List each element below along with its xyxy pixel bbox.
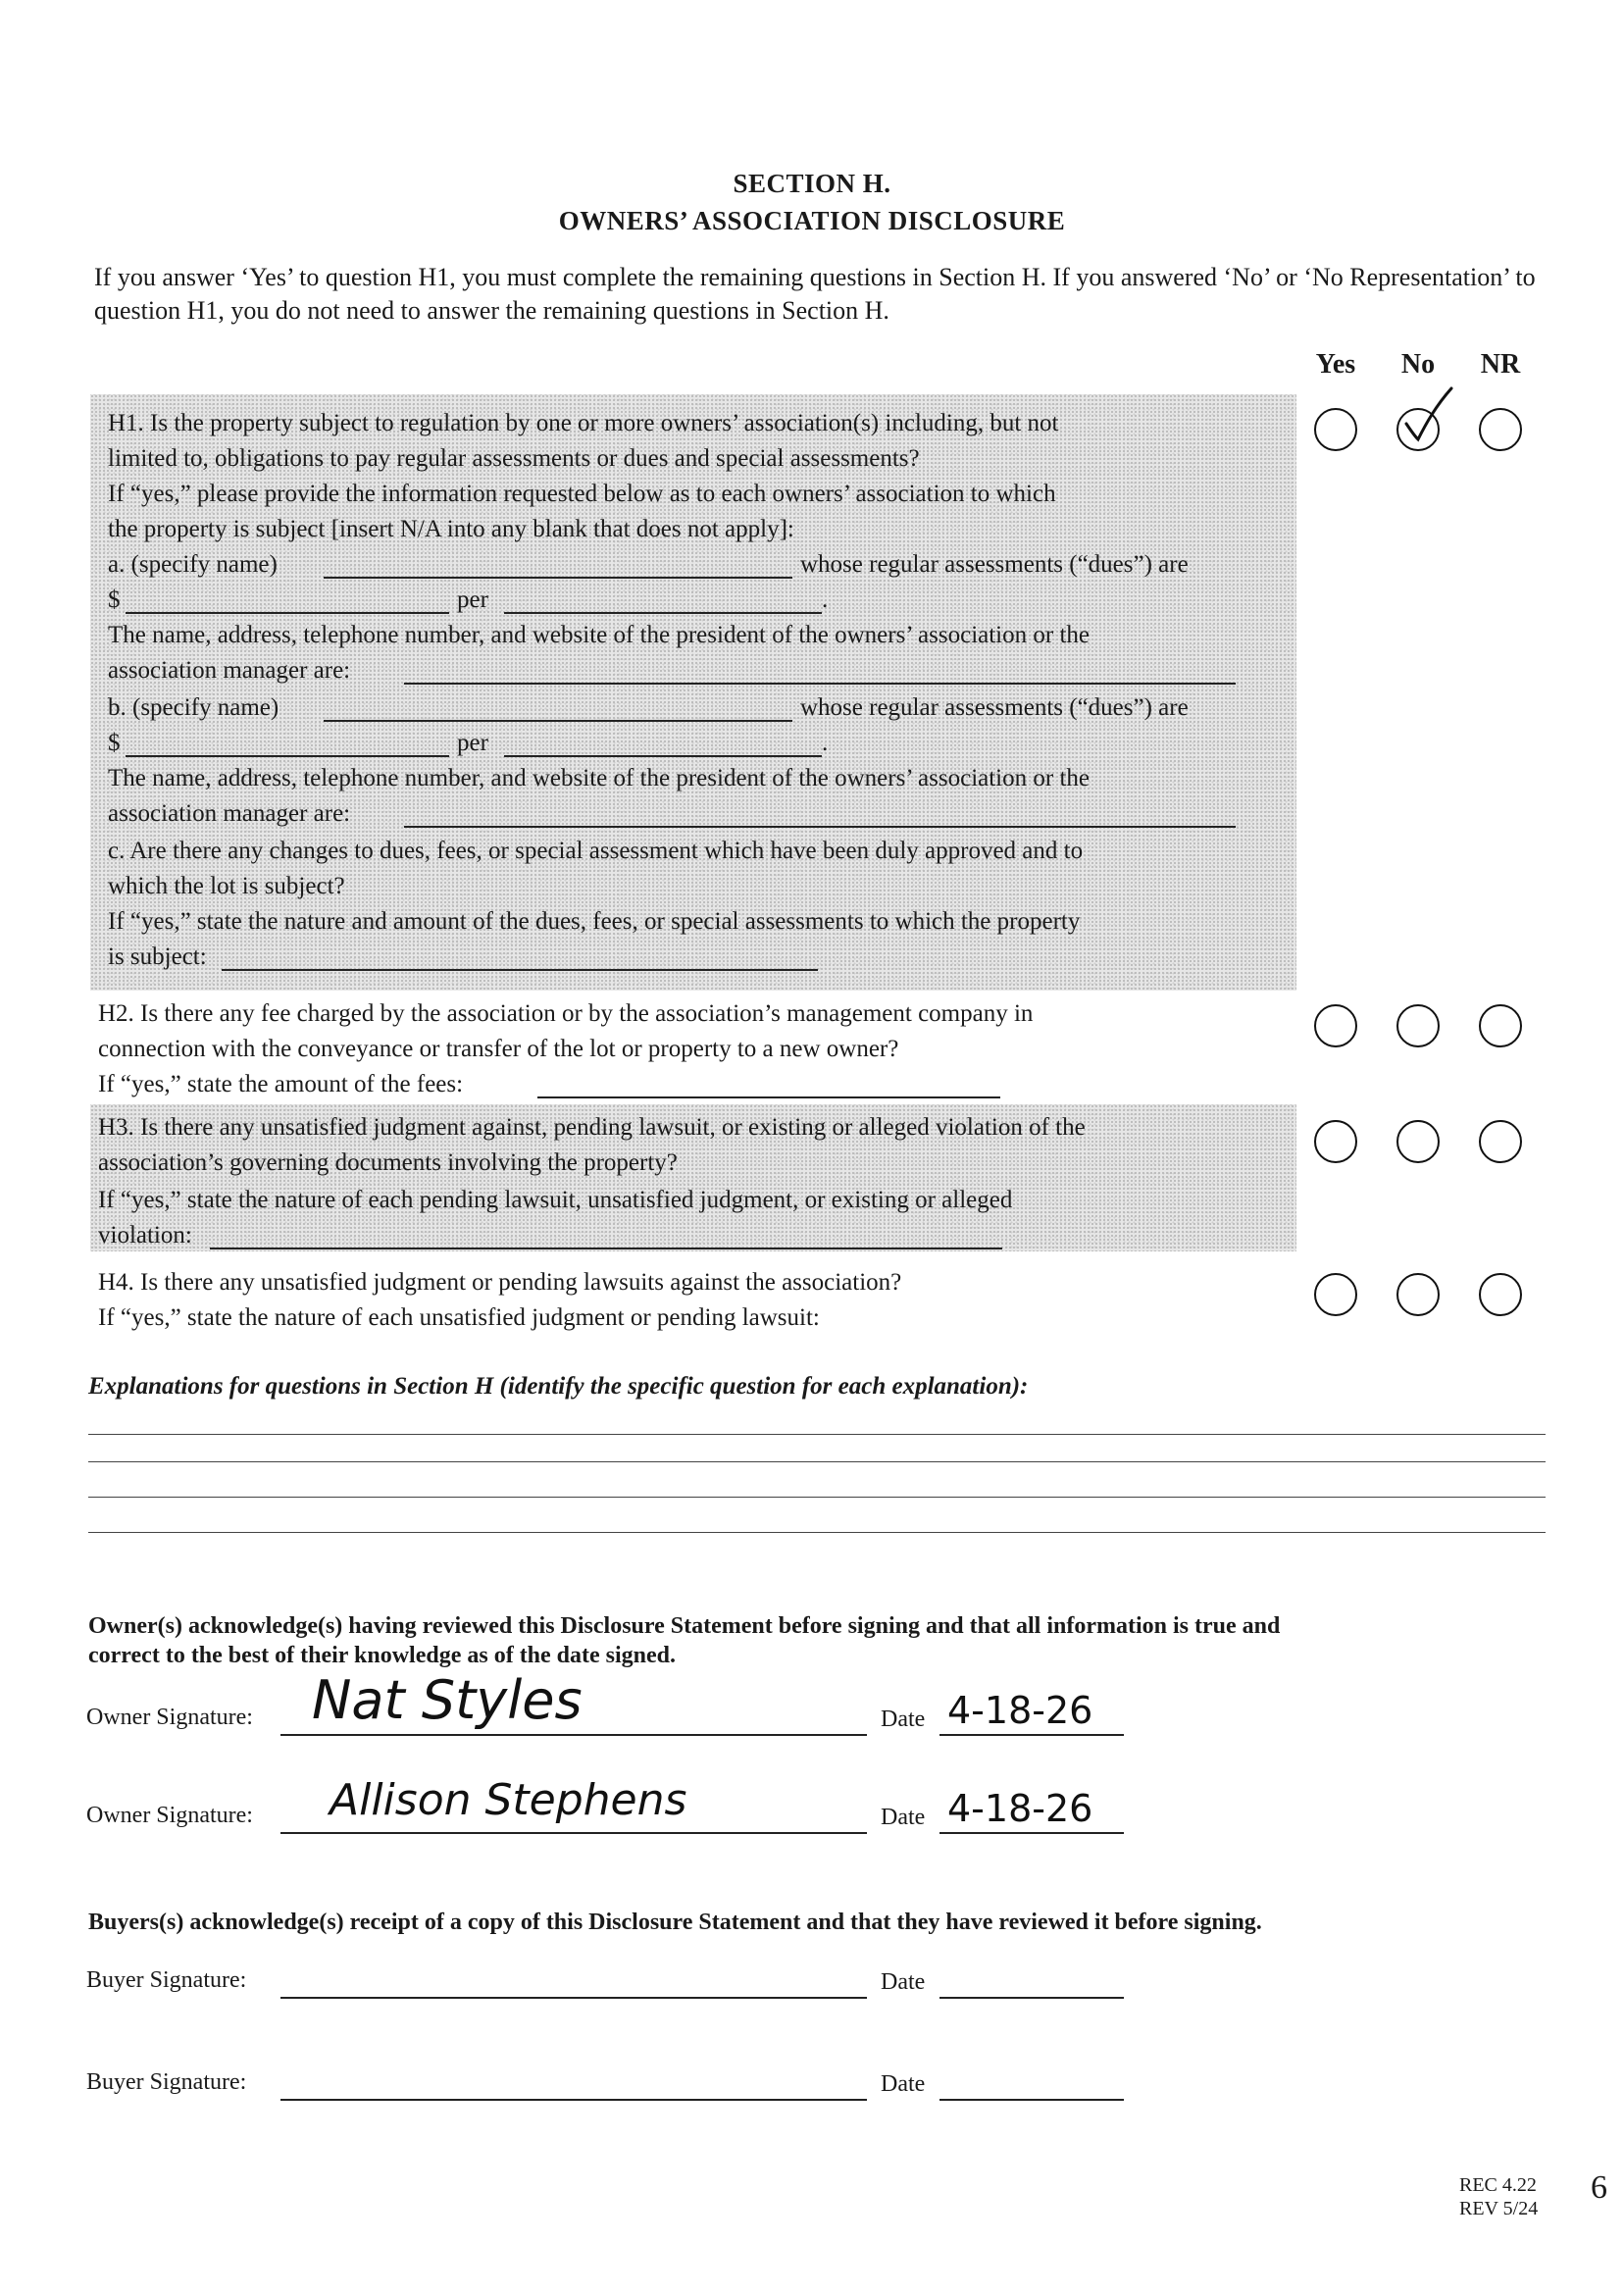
owner-signature-2: Allison Stephens xyxy=(330,1775,687,1825)
h1-a-president-1: The name, address, telephone number, and website of the president of the owners’ association or the xyxy=(108,622,1090,648)
buyer-date-label-1: Date xyxy=(881,1969,926,1995)
h3-yes-radio[interactable] xyxy=(1314,1120,1357,1163)
owners-ack-line-1: Owner(s) acknowledge(s) having reviewed this Disclosure Statement before signing and that all information is true and xyxy=(88,1613,1281,1639)
owner-signature-label-1: Owner Signature: xyxy=(86,1705,253,1730)
owners-ack-line-2: correct to the best of their knowledge as of the date signed. xyxy=(88,1643,677,1668)
page-number: 6 xyxy=(1591,2169,1607,2206)
h1-a-president-2: association manager are: xyxy=(108,657,351,684)
column-no: No xyxy=(1400,349,1436,380)
h2-line-2: connection with the conveyance or transfer of the lot or property to a new owner? xyxy=(98,1036,899,1062)
h1-b-whose: whose regular assessments (“dues”) are xyxy=(800,694,1189,721)
h3-nr-radio[interactable] xyxy=(1479,1120,1522,1163)
h4-no-radio[interactable] xyxy=(1396,1273,1440,1316)
h1-b-dollar: $ xyxy=(108,730,121,756)
h1-line-2: limited to, obligations to pay regular assessments or dues and special assessments? xyxy=(108,445,920,472)
footer-rec: REC 4.22 xyxy=(1459,2174,1537,2196)
h1-a-per: per xyxy=(457,586,488,613)
h1-b-per: per xyxy=(457,730,488,756)
h1-a-president-field[interactable] xyxy=(404,683,1236,685)
h3-violation-field[interactable] xyxy=(210,1248,1002,1249)
explanation-line-3[interactable] xyxy=(88,1497,1546,1498)
h1-c-field[interactable] xyxy=(222,969,818,971)
h3-line-1: H3. Is there any unsatisfied judgment against, pending lawsuit, or existing or alleged violation of the xyxy=(98,1114,1086,1141)
explanations-heading: Explanations for questions in Section H (identify the specific question for each explanation): xyxy=(88,1373,1029,1400)
buyer-date-line-1[interactable] xyxy=(939,1997,1124,1999)
h3-line-2: association’s governing documents involving the property? xyxy=(98,1149,678,1176)
h1-line-3: If “yes,” please provide the information requested below as to each owners’ association to which xyxy=(108,481,1056,507)
h2-no-radio[interactable] xyxy=(1396,1004,1440,1047)
h1-b-period: . xyxy=(822,730,829,756)
h1-b-president-2: association manager are: xyxy=(108,800,351,827)
h1-yes-radio[interactable] xyxy=(1314,408,1357,451)
h3-no-radio[interactable] xyxy=(1396,1120,1440,1163)
owner-signature-1: Nat Styles xyxy=(312,1669,583,1731)
h2-line-3: If “yes,” state the amount of the fees: xyxy=(98,1071,464,1097)
owner-date-1: 4-18-26 xyxy=(947,1689,1093,1732)
explanation-line-4[interactable] xyxy=(88,1532,1546,1533)
h1-a-dollar: $ xyxy=(108,586,121,613)
explanation-line-1[interactable] xyxy=(88,1434,1546,1435)
buyer-signature-label-2: Buyer Signature: xyxy=(86,2069,247,2095)
h4-yes-radio[interactable] xyxy=(1314,1273,1357,1316)
owner-date-line-2[interactable] xyxy=(939,1832,1124,1834)
column-yes: Yes xyxy=(1315,349,1356,380)
h1-no-checkmark-icon xyxy=(1396,384,1455,453)
owner-date-label-1: Date xyxy=(881,1707,926,1732)
h1-a-amount-field[interactable] xyxy=(126,612,449,614)
h1-b-name-field[interactable] xyxy=(324,720,792,722)
h1-b-amount-field[interactable] xyxy=(126,755,449,757)
h1-c-line-3: If “yes,” state the nature and amount of the dues, fees, or special assessments to which the property xyxy=(108,908,1081,935)
h1-a-label: a. (specify name) xyxy=(108,551,278,578)
buyer-signature-label-1: Buyer Signature: xyxy=(86,1967,247,1993)
explanation-line-2[interactable] xyxy=(88,1461,1546,1462)
section-title: OWNERS’ ASSOCIATION DISCLOSURE xyxy=(558,206,1066,235)
h4-line-2: If “yes,” state the nature of each unsatisfied judgment or pending lawsuit: xyxy=(98,1304,820,1331)
h1-line-4: the property is subject [insert N/A into any blank that does not apply]: xyxy=(108,516,794,542)
owner-date-label-2: Date xyxy=(881,1805,926,1830)
column-nr: NR xyxy=(1480,349,1521,380)
h2-fee-field[interactable] xyxy=(537,1096,1000,1098)
owner-date-line-1[interactable] xyxy=(939,1734,1124,1736)
buyer-date-label-2: Date xyxy=(881,2071,926,2097)
owner-date-2: 4-18-26 xyxy=(947,1787,1093,1830)
h2-yes-radio[interactable] xyxy=(1314,1004,1357,1047)
h1-b-period-field[interactable] xyxy=(504,755,822,757)
h1-a-name-field[interactable] xyxy=(324,577,792,579)
h4-nr-radio[interactable] xyxy=(1479,1273,1522,1316)
h1-b-label: b. (specify name) xyxy=(108,694,279,721)
h1-b-president-1: The name, address, telephone number, and website of the president of the owners’ association or the xyxy=(108,765,1090,791)
h1-c-line-1: c. Are there any changes to dues, fees, or special assessment which have been duly approved and to xyxy=(108,838,1084,864)
h1-line-1: H1. Is the property subject to regulation by one or more owners’ association(s) including, but not xyxy=(108,410,1059,436)
buyer-signature-line-2[interactable] xyxy=(280,2099,867,2101)
owner-signature-label-2: Owner Signature: xyxy=(86,1803,253,1828)
buyer-date-line-2[interactable] xyxy=(939,2099,1124,2101)
h1-a-whose: whose regular assessments (“dues”) are xyxy=(800,551,1189,578)
h3-line-4: violation: xyxy=(98,1222,192,1248)
h1-a-period: . xyxy=(822,586,829,613)
h1-b-president-field[interactable] xyxy=(404,826,1236,828)
h2-nr-radio[interactable] xyxy=(1479,1004,1522,1047)
buyers-ack: Buyers(s) acknowledge(s) receipt of a copy of this Disclosure Statement and that they have reviewed it before signing. xyxy=(88,1910,1262,1935)
h4-line-1: H4. Is there any unsatisfied judgment or pending lawsuits against the association? xyxy=(98,1269,902,1296)
h1-nr-radio[interactable] xyxy=(1479,408,1522,451)
buyer-signature-line-1[interactable] xyxy=(280,1997,867,1999)
h1-a-period-field[interactable] xyxy=(504,612,822,614)
footer-rev: REV 5/24 xyxy=(1459,2198,1539,2215)
h3-line-3: If “yes,” state the nature of each pending lawsuit, unsatisfied judgment, or existing or alleged xyxy=(98,1187,1013,1213)
h1-c-line-2: which the lot is subject? xyxy=(108,873,345,899)
section-label: SECTION H. xyxy=(733,169,891,198)
h1-c-line-4: is subject: xyxy=(108,943,207,970)
owner-signature-line-1[interactable] xyxy=(280,1734,867,1736)
owner-signature-line-2[interactable] xyxy=(280,1832,867,1834)
intro-paragraph: If you answer ‘Yes’ to question H1, you must complete the remaining questions in Section H. If you answered ‘No’ or ‘No Representation’ to question H1, you do not need to answer the remaining questions in Section H. xyxy=(94,263,1536,325)
h2-line-1: H2. Is there any fee charged by the association or by the association’s management company in xyxy=(98,1000,1034,1027)
